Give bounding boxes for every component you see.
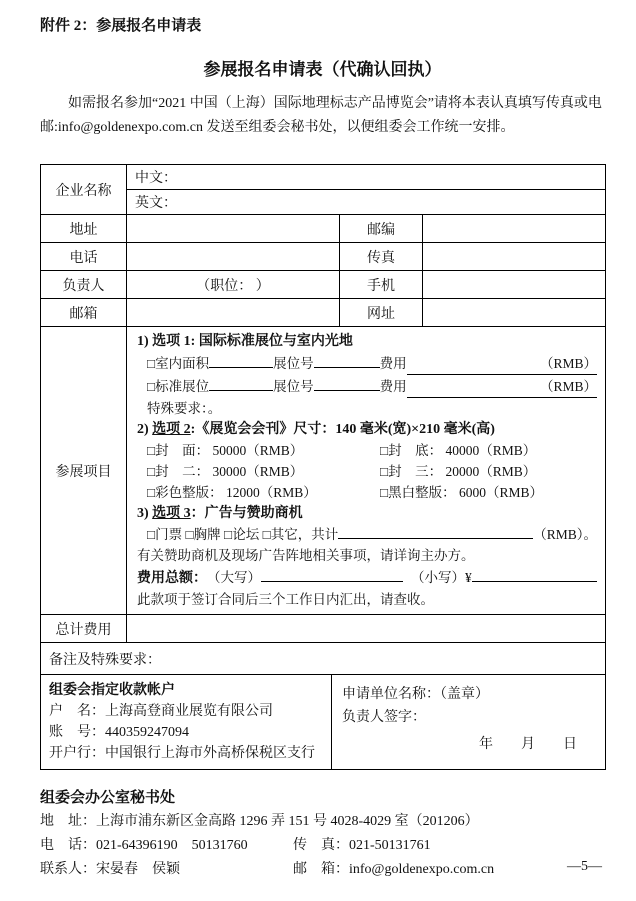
booth-no-label: 展位号	[273, 356, 314, 371]
fax-label: 传真	[340, 243, 423, 271]
applicant-name-line: 申请单位名称：（盖章）	[342, 687, 489, 702]
total-amount-line	[137, 566, 597, 589]
exhibit-items-cell	[127, 327, 606, 615]
cover-front-checkbox: □封 面： 50000（RMB）	[147, 443, 304, 458]
fee-blank	[407, 353, 597, 375]
secretariat-phone: 电 话：021-64396190 50131760	[40, 838, 248, 853]
email-label: 邮箱	[41, 299, 127, 327]
position-field: （职位： ）	[127, 271, 340, 299]
bank-account-table	[40, 674, 606, 770]
postcode-label: 邮编	[340, 215, 423, 243]
company-name-en-field: 英文：	[127, 190, 606, 215]
secretariat-phone-line	[40, 834, 605, 858]
amount-words-blank	[261, 566, 403, 582]
fill-in-blank	[209, 375, 273, 391]
special-requirements-line: 特殊要求：。	[147, 401, 222, 416]
mobile-label: 手机	[340, 271, 423, 299]
address-label: 地址	[41, 215, 127, 243]
option2-rest: :《展览会会刊》尺寸：140 毫米(宽)×210 毫米(高)	[190, 422, 495, 437]
option1-row-standard	[137, 375, 597, 398]
cover-back-checkbox: □封 底： 40000（RMB）	[380, 443, 537, 458]
option3-underlined: 选项 3	[152, 506, 191, 521]
email-field	[127, 299, 340, 327]
amount-in-figures-label: （小写）¥	[411, 570, 472, 585]
intro-paragraph: 如需报名参加“2021 中国（上海）国际地理标志产品博览会”请将本表认真填写传真或电邮:info@goldenexpo.com.cn 发送至组委会秘书处，以便组委会工作统一安排。	[40, 96, 602, 135]
postcode-field	[423, 215, 606, 243]
bank-account-heading: 组委会指定收款帐户	[49, 683, 175, 698]
secretariat-contacts: 联系人：宋晏春 侯颖	[40, 862, 180, 877]
sponsor-checkboxes: □门票 □胸牌 □论坛 □其它，共计	[147, 527, 339, 542]
fill-in-blank	[314, 352, 380, 368]
option1-heading: 1) 选项 1: 国际标准展位与室内光地	[137, 334, 353, 349]
account-name-line: 户 名：上海高登商业展览有限公司	[49, 704, 273, 719]
account-number-line: 账 号：440359247094	[49, 725, 189, 740]
page-title: 参展报名申请表（代确认回执）	[203, 60, 442, 79]
mobile-field	[423, 271, 606, 299]
website-field	[423, 299, 606, 327]
total-amount-label: 费用总额：	[137, 571, 207, 586]
fill-in-blank	[314, 375, 380, 391]
bank-account-cell	[41, 675, 332, 770]
sponsor-line	[137, 524, 597, 545]
journal-row-1	[137, 440, 597, 461]
cover-two-checkbox: □封 二： 30000（RMB）	[147, 464, 304, 479]
attachment-label: 附件 2：参展报名申请表	[40, 18, 202, 34]
fee-blank	[407, 376, 597, 398]
color-page-checkbox: □彩色整版： 12000（RMB）	[147, 485, 317, 500]
option2-underlined: 选项 2	[152, 422, 191, 437]
fee-label: 费用	[379, 379, 407, 394]
phone-field	[127, 243, 340, 271]
page-number: —5—	[567, 859, 602, 874]
cover-three-checkbox: □封 三： 20000（RMB）	[380, 464, 537, 479]
company-name-cn-field: 中文：	[127, 165, 606, 190]
indoor-area-checkbox: □室内面积	[147, 356, 210, 371]
sponsor-note: 有关赞助商机及现场广告阵地相关事项，请详询主办方。	[137, 548, 475, 563]
journal-row-3	[137, 482, 597, 503]
secretariat-address: 地 址：上海市浦东新区金高路 1296 弄 151 号 4028-4029 室（201206）	[40, 814, 479, 829]
bw-page-checkbox: □黑白整版： 6000（RMB）	[380, 485, 544, 500]
company-name-label: 企业名称	[41, 165, 127, 215]
option2-num: 2)	[137, 422, 153, 437]
phone-label: 电话	[41, 243, 127, 271]
remarks-cell: 备注及特殊要求：	[41, 643, 606, 675]
option3-heading	[137, 503, 597, 524]
option1-row-indoor	[137, 352, 597, 375]
rmb-suffix: （RMB）	[539, 356, 597, 371]
fill-in-blank	[209, 352, 273, 368]
journal-row-2	[137, 461, 597, 482]
standard-booth-checkbox: □标准展位	[147, 379, 210, 394]
total-cost-label: 总计费用	[41, 615, 127, 643]
signature-line: 负责人签字：	[342, 710, 426, 725]
registration-form-table	[40, 164, 606, 675]
secretariat-heading: 组委会办公室秘书处	[40, 790, 176, 806]
applicant-signature-cell	[332, 675, 606, 770]
secretariat-address-line	[40, 810, 605, 834]
total-cost-field	[127, 615, 606, 643]
option2-heading	[137, 419, 597, 440]
amount-figures-blank	[472, 581, 597, 582]
booth-no-label: 展位号	[273, 379, 314, 394]
exhibit-items-label: 参展项目	[41, 327, 127, 615]
option3-num: 3)	[137, 506, 153, 521]
person-in-charge-label: 负责人	[41, 271, 127, 299]
website-label: 网址	[340, 299, 423, 327]
bank-branch-line: 开户行：中国银行上海市外高桥保税区支行	[49, 746, 315, 761]
date-line: 年 月 日	[479, 737, 577, 752]
secretariat-footer	[40, 786, 605, 882]
option3-rest: ：广告与赞助商机	[190, 506, 303, 521]
fee-label: 费用	[379, 356, 407, 371]
rmb-suffix: （RMB）。	[533, 527, 597, 542]
address-field	[127, 215, 340, 243]
sponsor-total-blank	[338, 538, 533, 539]
fax-field	[423, 243, 606, 271]
secretariat-email: 邮 箱：info@goldenexpo.com.cn	[293, 862, 495, 877]
rmb-suffix: （RMB）	[539, 379, 597, 394]
secretariat-fax: 传 真：021-50131761	[293, 838, 431, 853]
amount-in-words-label: （大写）	[207, 570, 261, 585]
remit-note: 此款项于签订合同后三个工作日内汇出，请查收。	[137, 592, 434, 607]
secretariat-contacts-line	[40, 858, 605, 882]
